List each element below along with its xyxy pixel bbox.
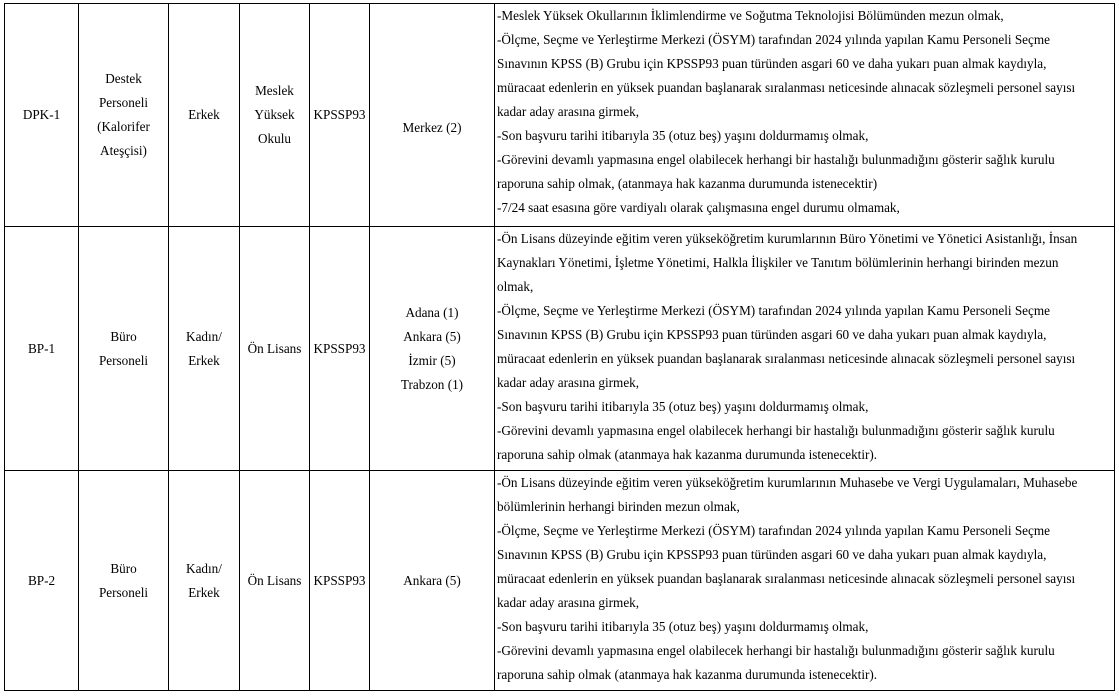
position-title-line: Büro (110, 328, 137, 344)
requirement-line: -Ön Lisans düzeyinde eğitim veren yükseköğretim kurumlarının Büro Yönetimi ve Yönetici Asistanlığı, İnsan (497, 231, 1078, 246)
requirements-cell (495, 227, 1115, 471)
requirement-line: -7/24 saat esasına göre vardiyalı olarak çalışmasına engel durumu olmamak, (497, 200, 900, 215)
requirement-line: Sınavının KPSS (B) Grubu için KPSSP93 puan türünden asgari 60 ve daha yukarı puan almak kaydıyla, (497, 327, 1047, 342)
requirement-line: müracaat edenlerin en yüksek puandan başlanarak sıralanması neticesinde alınacak sözleşmeli personel sayısı (497, 80, 1076, 95)
position-title-line: Destek (105, 71, 142, 86)
requirement-line: olmak, (497, 279, 534, 294)
score-type-cell: KPSSP93 (310, 227, 370, 471)
requirement-line: -Görevini devamlı yapmasına engel olabilecek herhangi bir hastalığı bulunmadığını gösterir sağlık kurulu (497, 152, 1055, 167)
score-type-cell: KPSSP93 (310, 4, 370, 227)
requirement-line: raporuna sahip olmak, (atanmaya hak kazanma durumunda istenecektir) (497, 176, 878, 191)
position-title-line: Personeli (98, 95, 149, 110)
education-line: Meslek (255, 83, 294, 98)
location-cell (370, 4, 495, 227)
location-line: İzmir (5) (408, 352, 456, 368)
location-line: Trabzon (1) (400, 376, 464, 392)
requirement-line: -Ölçme, Seçme ve Yerleştirme Merkezi (ÖSYM) tarafından 2024 yılında yapılan Kamu Personeli Seçme (497, 32, 1050, 47)
requirement-line: -Ölçme, Seçme ve Yerleştirme Merkezi (ÖSYM) tarafından 2024 yılında yapılan Kamu Personeli Seçme (497, 303, 1050, 318)
requirements-cell (495, 471, 1115, 691)
education-line: Yüksek (254, 107, 295, 122)
position-title-line: Personeli (98, 584, 149, 600)
position-code-cell: BP-2 (5, 471, 79, 691)
education-line: Ön Lisans (247, 572, 302, 588)
position-code-cell: BP-1 (5, 227, 79, 471)
requirement-line: Sınavının KPSS (B) Grubu için KPSSP93 puan türünden asgari 60 ve daha yukarı puan almak kaydıyla, (497, 547, 1047, 562)
requirement-line: müracaat edenlerin en yüksek puandan başlanarak sıralanması neticesinde alınacak sözleşmeli personel sayısı (497, 571, 1076, 586)
requirement-line: müracaat edenlerin en yüksek puandan başlanarak sıralanması neticesinde alınacak sözleşmeli personel sayısı (497, 351, 1076, 366)
requirement-line: -Ölçme, Seçme ve Yerleştirme Merkezi (ÖSYM) tarafından 2024 yılında yapılan Kamu Personeli Seçme (497, 523, 1050, 538)
score-type-cell: KPSSP93 (310, 471, 370, 691)
gender-line: Kadın/ (186, 328, 222, 344)
gender-cell (169, 4, 240, 227)
position-title-line: Ateşçisi) (100, 143, 147, 158)
gender-line: Erkek (188, 584, 220, 600)
position-title-cell (79, 471, 169, 691)
location-line: Ankara (5) (403, 572, 461, 588)
table-row (5, 4, 1115, 227)
education-line: Ön Lisans (247, 340, 302, 356)
position-title-line: (Kalorifer (97, 119, 150, 134)
location-line: Adana (1) (405, 304, 459, 320)
gender-cell (169, 227, 240, 471)
education-line: Okulu (258, 131, 291, 146)
requirement-line: kadar aday arasına girmek, (497, 375, 640, 390)
requirement-line: -Ön Lisans düzeyinde eğitim veren yükseköğretim kurumlarının Muhasebe ve Vergi Uygulamaları, Muhasebe (497, 475, 1078, 490)
position-title-line: Personeli (98, 352, 149, 368)
gender-cell (169, 471, 240, 691)
table-row (5, 471, 1115, 691)
requirement-line: raporuna sahip olmak (atanmaya hak kazanma durumunda istenecektir). (497, 447, 878, 462)
gender-line: Kadın/ (186, 560, 222, 576)
job-positions-table (4, 3, 1115, 691)
requirement-line: -Son başvuru tarihi itibarıyla 35 (otuz beş) yaşını doldurmamış olmak, (497, 619, 869, 634)
position-code-cell: DPK-1 (5, 4, 79, 227)
education-cell (240, 4, 310, 227)
location-line: Ankara (5) (403, 328, 461, 344)
position-title-line: Büro (110, 560, 137, 576)
requirement-line: Sınavının KPSS (B) Grubu için KPSSP93 puan türünden asgari 60 ve daha yukarı puan almak kaydıyla, (497, 56, 1047, 71)
requirement-line: kadar aday arasına girmek, (497, 104, 640, 119)
requirement-line: raporuna sahip olmak (atanmaya hak kazanma durumunda istenecektir). (497, 667, 878, 682)
location-cell (370, 227, 495, 471)
requirement-line: kadar aday arasına girmek, (497, 595, 640, 610)
location-cell (370, 471, 495, 691)
table-row (5, 227, 1115, 471)
requirement-line: bölümlerinin herhangi birinden mezun olmak, (497, 499, 740, 514)
requirement-line: -Görevini devamlı yapmasına engel olabilecek herhangi bir hastalığı bulunmadığını gösterir sağlık kurulu (497, 643, 1055, 658)
gender-line: Erkek (188, 107, 220, 122)
requirement-line: Kaynakları Yönetimi, İşletme Yönetimi, Halkla İlişkiler ve Tanıtım bölümlerinin herhangi birinden mezun (497, 255, 1059, 270)
position-title-cell (79, 4, 169, 227)
requirement-line: -Meslek Yüksek Okullarının İklimlendirme ve Soğutma Teknolojisi Bölümünden mezun olmak, (497, 8, 1004, 23)
requirements-cell (495, 4, 1115, 227)
requirement-line: -Görevini devamlı yapmasına engel olabilecek herhangi bir hastalığı bulunmadığını gösterir sağlık kurulu (497, 423, 1055, 438)
gender-line: Erkek (188, 352, 220, 368)
location-line: Merkez (2) (402, 120, 462, 135)
education-cell (240, 227, 310, 471)
position-title-cell (79, 227, 169, 471)
education-cell (240, 471, 310, 691)
requirement-line: -Son başvuru tarihi itibarıyla 35 (otuz beş) yaşını doldurmamış olmak, (497, 128, 869, 143)
requirement-line: -Son başvuru tarihi itibarıyla 35 (otuz beş) yaşını doldurmamış olmak, (497, 399, 869, 414)
